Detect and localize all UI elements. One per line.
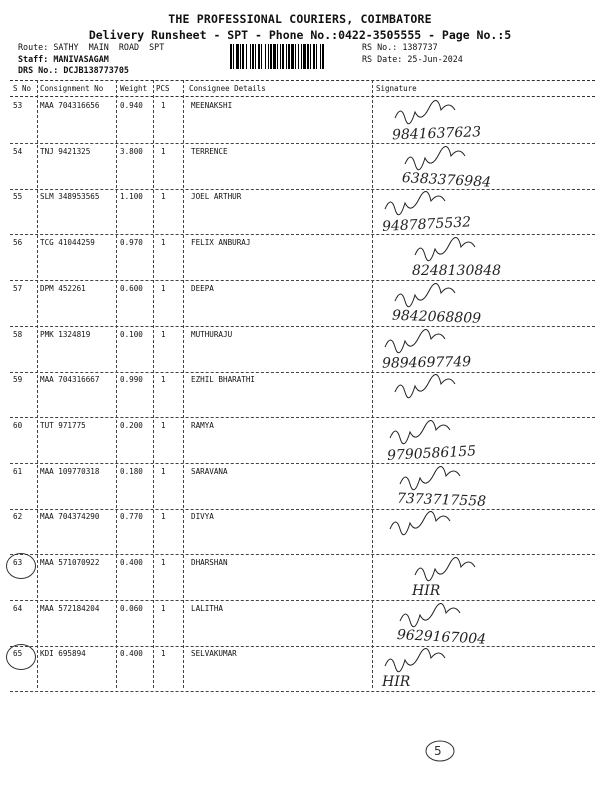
row-pcs: 1 (161, 420, 166, 430)
row-pcs: 1 (161, 603, 166, 613)
company-title: THE PROFESSIONAL COURIERS, COIMBATORE (168, 12, 432, 26)
signature-phone-text: 9894697749 (381, 353, 472, 372)
handwritten-page-annotation (420, 735, 460, 765)
row-consignee: EZHIL BHARATHI (191, 375, 256, 385)
route-label: Route: (18, 42, 49, 52)
row-weight: 0.100 (120, 329, 143, 339)
row-consignee: MEENAKSHI (191, 101, 233, 110)
row-consignee: LALITHA (191, 603, 224, 613)
row-divider (10, 691, 595, 692)
handwritten-signature (370, 144, 600, 190)
handwritten-signature (370, 372, 600, 418)
handwritten-signature (370, 235, 600, 281)
row-65-circle-mark (6, 644, 36, 670)
signature-phone-text: 9790586155 (386, 443, 477, 464)
row-weight: 0.990 (120, 375, 143, 385)
row-sno: 62 (13, 512, 23, 522)
row-consignment-no: SLM 348953565 (40, 192, 100, 202)
row-sno: 60 (13, 420, 23, 430)
row-consignee: MUTHURAJU (191, 329, 233, 339)
row-weight: 1.100 (120, 192, 143, 202)
table-row (10, 327, 595, 373)
row-consignee: SARAVANA (191, 466, 228, 476)
table-row (10, 509, 595, 555)
signature-phone-text: HIR (412, 583, 441, 599)
row-consignment-no: MAA 571070922 (40, 558, 100, 567)
row-weight: 0.400 (120, 649, 143, 659)
handwritten-signature (370, 189, 600, 235)
col-consignment: Consignment No (40, 84, 104, 93)
row-consignment-no: KDI 695894 (40, 649, 86, 659)
handwritten-signature (370, 601, 600, 647)
row-sno: 56 (13, 238, 23, 248)
meta-right (362, 42, 463, 65)
row-consignee: DEEPA (191, 283, 214, 293)
row-pcs: 1 (161, 146, 166, 156)
table-row (10, 144, 595, 190)
row-pcs: 1 (161, 192, 166, 202)
handwritten-signature (370, 464, 600, 510)
row-sno: 64 (13, 603, 23, 613)
table-row (10, 189, 595, 235)
row-consignment-no: MAA 704374290 (40, 512, 100, 522)
table-row (10, 98, 595, 144)
signature-phone-text: 8248130848 (412, 263, 502, 280)
col-consignee: Consignee Details (189, 84, 266, 93)
row-63-circle-mark (6, 553, 36, 579)
row-sno: 54 (13, 146, 23, 156)
row-consignee: RAMYA (191, 420, 214, 430)
row-consignment-no: MAA 704316667 (40, 375, 100, 385)
signature-phone-text: 9629167004 (396, 626, 487, 648)
rs-date-value: 25-Jun-2024 (407, 53, 463, 64)
row-consignment-no: MAA 572184204 (40, 603, 100, 613)
row-consignee: DHARSHAN (191, 558, 228, 567)
row-sno: 55 (13, 192, 23, 202)
rs-date-label: RS Date: (362, 53, 403, 64)
row-pcs: 1 (161, 238, 166, 248)
row-consignment-no: TCG 41044259 (40, 238, 95, 248)
signature-phone-text: 9487875532 (381, 214, 472, 236)
table-row (10, 555, 595, 601)
runsheet-title: Delivery Runsheet - SPT - Phone No.:0422-3505555 - Page No.:5 (88, 28, 512, 42)
row-consignment-no: TNJ 9421325 (40, 146, 91, 156)
handwritten-signature (370, 98, 600, 144)
row-consignment-no: PMK 1324819 (40, 329, 91, 339)
table-row (10, 646, 595, 692)
row-pcs: 1 (161, 329, 166, 339)
row-weight: 3.800 (120, 146, 143, 156)
row-weight: 0.600 (120, 283, 143, 293)
table-row (10, 418, 595, 464)
row-sno: 53 (13, 101, 23, 110)
meta-left (18, 42, 164, 77)
table-row (10, 601, 595, 647)
row-sno: 61 (13, 466, 23, 476)
drs-value: DCJB138773705 (63, 65, 129, 75)
handwritten-signature (370, 646, 600, 692)
row-sno: 57 (13, 283, 23, 293)
row-sno: 59 (13, 375, 23, 385)
col-signature: Signature (376, 84, 417, 93)
row-consignee: SELVAKUMAR (191, 649, 237, 659)
signature-phone-text: 9841637623 (391, 124, 482, 144)
header-top-divider (10, 80, 595, 81)
row-pcs: 1 (161, 101, 166, 110)
col-weight: Weight (120, 84, 148, 93)
row-weight: 0.180 (120, 466, 143, 476)
row-consignee: TERRENCE (191, 146, 228, 156)
route-value: SATHY MAIN ROAD SPT (53, 42, 165, 52)
row-consignment-no: DPM 452261 (40, 283, 86, 293)
row-pcs: 1 (161, 375, 166, 385)
row-weight: 0.400 (120, 558, 143, 567)
row-weight: 0.770 (120, 512, 143, 522)
table-row (10, 464, 595, 510)
rs-no-value: 1387737 (402, 42, 438, 52)
signature-phone-text: 7373717558 (396, 490, 487, 510)
table-row (10, 372, 595, 418)
handwritten-signature (370, 327, 600, 373)
row-consignee: FELIX ANBURAJ (191, 238, 251, 248)
row-weight: 0.970 (120, 238, 143, 248)
row-sno: 63 (13, 558, 23, 567)
row-pcs: 1 (161, 512, 166, 522)
table-row (10, 235, 595, 281)
row-weight: 0.940 (120, 101, 143, 110)
row-pcs: 1 (161, 466, 166, 476)
row-consignee: DIVYA (191, 512, 214, 522)
row-pcs: 1 (161, 558, 166, 567)
handwritten-signature (370, 281, 600, 327)
row-pcs: 1 (161, 283, 166, 293)
row-sno: 58 (13, 329, 23, 339)
header-bottom-divider (10, 96, 595, 97)
row-consignee: JOEL ARTHUR (191, 192, 242, 202)
row-consignment-no: TUT 971775 (40, 420, 86, 430)
signature-phone-text: HIR (382, 674, 411, 691)
handwritten-signature (370, 509, 600, 555)
col-sno: S No (13, 84, 32, 93)
row-consignment-no: MAA 109770318 (40, 466, 100, 476)
staff-label: Staff: (18, 53, 49, 64)
handwritten-signature (370, 418, 600, 464)
staff-value: MANIVASAGAM (53, 53, 109, 64)
row-consignment-no: MAA 704316656 (40, 101, 100, 110)
barcode-image (230, 44, 355, 69)
signature-phone-text: 9842068809 (391, 307, 482, 327)
row-weight: 0.200 (120, 420, 143, 430)
table-row (10, 281, 595, 327)
drs-label: DRS No.: (18, 65, 59, 75)
rs-no-label: RS No.: (362, 42, 398, 52)
col-pcs: PCS (156, 84, 170, 93)
handwritten-signature (370, 555, 600, 601)
row-weight: 0.060 (120, 603, 143, 613)
row-pcs: 1 (161, 649, 166, 659)
annotation-text: 5 (434, 744, 442, 758)
signature-phone-text: 6383376984 (401, 169, 492, 191)
row-sno: 65 (13, 649, 23, 659)
